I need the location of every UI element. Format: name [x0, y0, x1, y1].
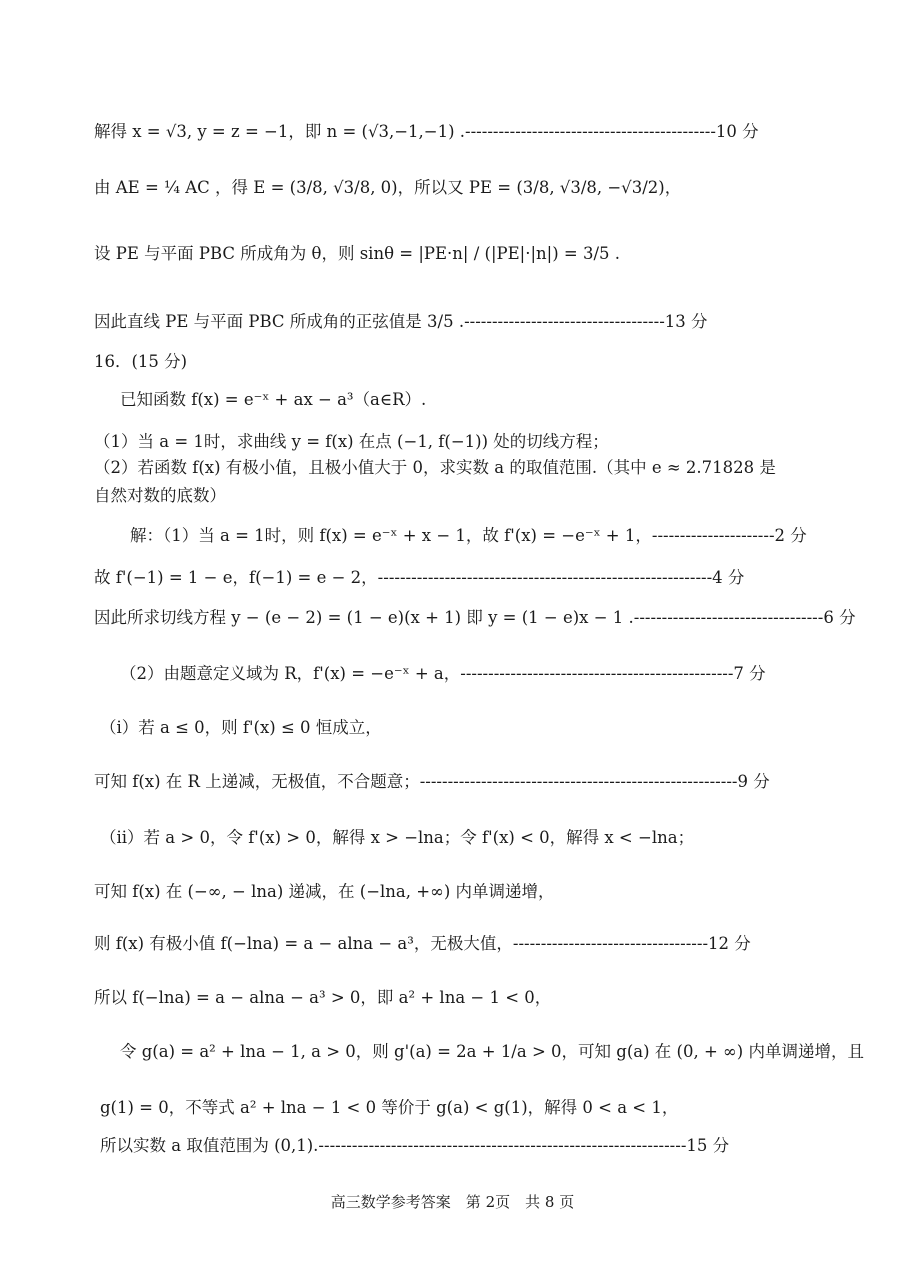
case-ii-line-4: 所以 f(−lna) = a − alna − a³ > 0，即 a² + lna − 1 < 0，	[94, 988, 552, 1007]
case-ii-line-1: （ii）若 a > 0，令 f'(x) > 0，解得 x > −lna；令 f'(x) < 0，解得 x < −lna；	[100, 828, 695, 847]
solution-part-2-line-1: （2）由题意定义域为 R，f'(x) = −e⁻ˣ + a，-------------------------------------------------7 分	[120, 664, 766, 683]
conclusion-line: 所以实数 a 取值范围为 (0,1).------------------------------------------------------------------15 分	[100, 1136, 730, 1155]
case-ii-line-3: 则 f(x) 有极小值 f(−lna) = a − alna − a³，无极大值，-----------------------------------12 分	[94, 934, 751, 953]
problem-statement: 已知函数 f(x) = e⁻ˣ + ax − a³（a∈R）.	[120, 390, 427, 409]
question-2: （2）若函数 f(x) 有极小值，且极小值大于 0，求实数 a 的取值范围.（其中 e ≈ 2.71828 是	[94, 458, 776, 477]
solution-line-2: 由 AE = ¹⁄₄ AC ，得 E = (3/8, √3/8, 0)，所以又 PE = (3/8, √3/8, −√3/2)，	[94, 178, 682, 197]
solution-line-3: 设 PE 与平面 PBC 所成角为 θ，则 sinθ = |PE·n| / (|PE|·|n|) = 3/5 .	[94, 244, 621, 263]
case-ii-line-6: g(1) = 0，不等式 a² + lna − 1 < 0 等价于 g(a) < g(1)，解得 0 < a < 1，	[100, 1098, 679, 1117]
solution-part-1-line-1: 解：（1）当 a = 1时，则 f(x) = e⁻ˣ + x − 1，故 f'(x) = −e⁻ˣ + 1，----------------------2 分	[130, 526, 807, 545]
question-1: （1）当 a = 1时，求曲线 y = f(x) 在点 (−1, f(−1)) 处的切线方程；	[94, 432, 609, 451]
question-2-cont: 自然对数的底数）	[94, 486, 226, 505]
case-ii-line-2: 可知 f(x) 在 (−∞, − lna) 递减，在 (−lna, +∞) 内单调递增，	[94, 882, 555, 901]
solution-part-1-line-3: 因此所求切线方程 y − (e − 2) = (1 − e)(x + 1) 即 y = (1 − e)x − 1 .----------------------------------6 分	[94, 608, 856, 627]
case-i-line-2: 可知 f(x) 在 R 上递减，无极值，不合题意；---------------------------------------------------------9 分	[94, 772, 770, 791]
page-footer: 高三数学参考答案 第 2页 共 8 页	[330, 1193, 575, 1211]
problem-number: 16．(15 分)	[94, 352, 188, 371]
solution-line-1: 解得 x = √3, y = z = −1，即 n = (√3,−1,−1) .---------------------------------------------10 分	[94, 122, 759, 141]
solution-line-4: 因此直线 PE 与平面 PBC 所成角的正弦值是 3/5 .------------------------------------13 分	[94, 312, 708, 331]
solution-part-1-line-2: 故 f'(−1) = 1 − e，f(−1) = e − 2，------------------------------------------------------------4 分	[94, 568, 745, 587]
case-ii-line-5: 令 g(a) = a² + lna − 1, a > 0，则 g'(a) = 2a + 1/a > 0，可知 g(a) 在 (0, + ∞) 内单调递增，且	[120, 1042, 864, 1061]
case-i-line-1: （i）若 a ≤ 0，则 f'(x) ≤ 0 恒成立，	[100, 718, 382, 737]
